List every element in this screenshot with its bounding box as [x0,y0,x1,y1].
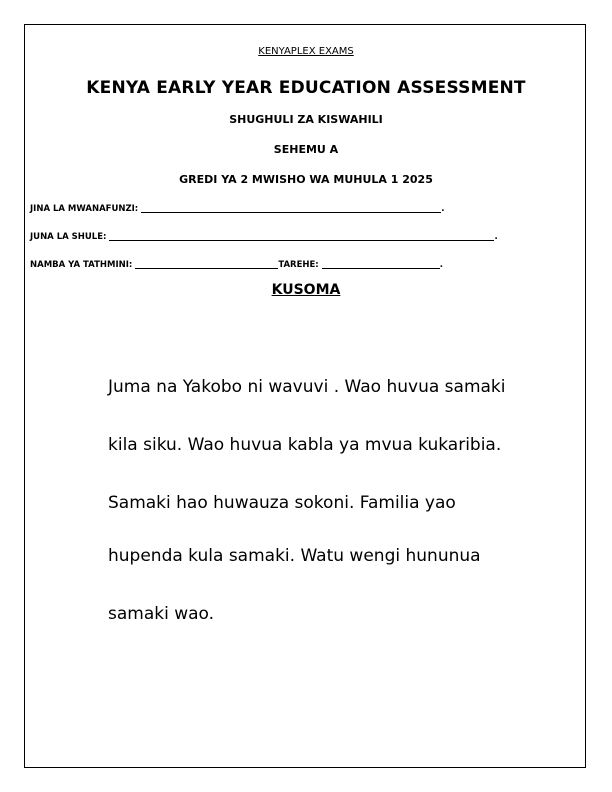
assessment-number-line[interactable] [135,258,278,269]
school-name-field [30,230,585,242]
date-line[interactable] [322,258,440,269]
passage-line: Samaki hao huwauza sokoni. Familia yao [108,493,456,513]
student-name-line[interactable] [141,202,441,213]
grade-term-title: GREDI YA 2 MWISHO WA MUHULA 1 2025 [179,173,433,186]
assessment-number-label: NAMBA YA TATHMINI: [30,260,133,270]
field-terminator: . [494,232,498,242]
passage-line: hupenda kula samaki. Watu wengi hununua [108,546,481,566]
publisher-name: KENYAPLEX EXAMS [258,46,354,57]
passage-line: kila siku. Wao huvua kabla ya mvua kukaribia. [108,435,502,455]
exam-title: KENYA EARLY YEAR EDUCATION ASSESSMENT [86,78,526,98]
school-name-label: JUNA LA SHULE: [30,232,107,242]
assessment-date-field [30,258,585,270]
student-name-field [30,202,585,214]
subject-title: SHUGHULI ZA KISWAHILI [229,113,383,126]
field-terminator: . [441,204,445,214]
date-label: TAREHE: [278,260,319,270]
field-terminator: . [439,260,443,270]
section-title: SEHEMU A [273,143,339,156]
passage-line: Juma na Yakobo ni wavuvi . Wao huvua samaki [108,377,506,397]
school-name-line[interactable] [109,230,494,241]
student-name-label: JINA LA MWANAFUNZI: [30,204,139,214]
passage-line: samaki wao. [108,604,215,624]
reading-heading: KUSOMA [271,282,341,298]
